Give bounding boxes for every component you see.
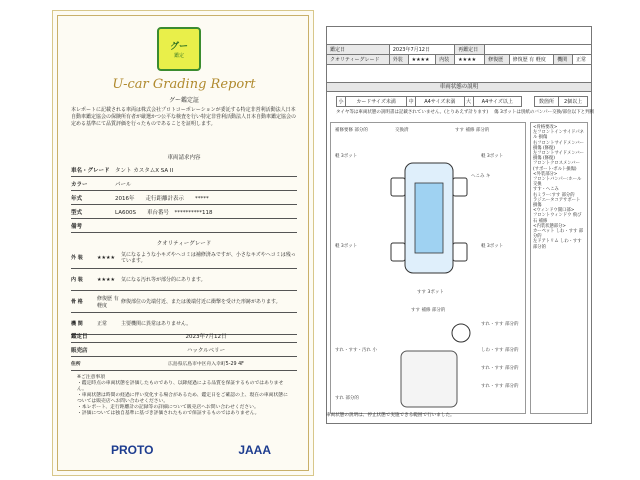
side-note: 左ドアトリム しわ・すす 部分的 xyxy=(533,239,582,250)
wheel-icon xyxy=(453,243,467,261)
date-label: 鑑定日 xyxy=(71,333,88,340)
damage-note: すす 補修 部分的 xyxy=(411,308,446,313)
damage-note: 補修要修 部分的 xyxy=(335,128,368,133)
vehicle-row xyxy=(71,163,297,177)
grade-row xyxy=(71,291,297,313)
cell: 再鑑定日 xyxy=(455,45,485,55)
note-line: ・評価については独自基準に基づき評価されたもので保証するものではありません。 xyxy=(77,411,260,416)
side-note: <ウィンドウ開口部> xyxy=(533,208,575,214)
count-legend xyxy=(534,96,588,107)
note-line: ・車両状態は時間の経過に伴い変化する場合があるため、鑑定日をご確認の上、現在の車両状態については販売店へお問い合わせください。 xyxy=(77,393,288,404)
badge-line1: グー xyxy=(169,42,188,52)
shop-label: 販売店 xyxy=(71,347,88,354)
grading-certificate xyxy=(52,10,314,476)
cell: 修復歴 xyxy=(485,55,509,65)
grade-key: 機 関 xyxy=(71,321,83,327)
vehicle-row xyxy=(71,219,297,233)
damage-note: すれ・すす 部分的 xyxy=(481,384,519,389)
row-key: 車名・グレード xyxy=(71,167,110,174)
wheel-icon xyxy=(453,178,467,196)
grade-key: 骨 格 xyxy=(71,299,83,305)
damage-note: すす 補修 部分的 xyxy=(455,128,490,133)
grade-score: ★★★★ xyxy=(97,254,115,261)
state-head: 車両状態の説明 xyxy=(326,82,592,92)
legend-cell: A4サイズ以上 xyxy=(473,97,521,107)
legend-cell: 中 xyxy=(407,97,416,107)
logos xyxy=(111,443,271,457)
side-note: <外装部分> xyxy=(533,171,558,177)
cell: クオリティーグレード xyxy=(327,55,390,65)
cell: 内装 xyxy=(436,55,455,65)
damage-note: 軽 3ポット xyxy=(335,154,358,159)
badge-line2: 鑑定 xyxy=(173,53,184,59)
car-cabin xyxy=(415,183,443,253)
cell: 2023年7月12日 xyxy=(389,45,454,55)
vehicle-row xyxy=(71,191,297,205)
shop-row xyxy=(71,343,297,357)
damage-note: 軽 3ポット xyxy=(335,244,358,249)
damage-note: 軽 3ポット xyxy=(481,244,504,249)
note-line: ※ご注意事項 xyxy=(77,375,106,380)
info-table xyxy=(326,44,592,65)
row-value: タント カスタムX SA II xyxy=(115,167,174,174)
damage-note: すれ・すす 部分的 xyxy=(481,322,519,327)
wheel-icon xyxy=(391,178,405,196)
date-value: 2023年7月12日 xyxy=(185,333,227,340)
vehicle-damage-diagram xyxy=(330,122,526,414)
side-note: <内装状態部分> xyxy=(533,223,566,229)
cell: 外装 xyxy=(389,55,408,65)
shop-value: ハックルベリー xyxy=(186,347,226,354)
damage-note: へこみ キ xyxy=(471,174,491,179)
date-row xyxy=(71,329,297,343)
side-note: フロントウィンドウ 飛び石 補修 xyxy=(533,213,582,224)
cell: 正常 xyxy=(573,55,592,65)
side-note: <骨格要改> xyxy=(533,125,558,130)
side-note: カーペット しわ・すす 部分的 xyxy=(533,229,584,240)
legend-cell: 数箇所 xyxy=(535,97,559,107)
row-value: LA600S 車台番号 **********118 xyxy=(115,209,213,216)
legend-cell: カードサイズ未満 xyxy=(346,97,407,107)
damage-note: しわ・すす 部分的 xyxy=(481,348,519,353)
grade-key: 外 装 xyxy=(71,255,83,261)
addr-row xyxy=(71,357,297,371)
side-note: フロントバンパー:ホール交換 xyxy=(533,177,582,188)
side-note: 右ミラー:すす 部分的 xyxy=(533,192,575,198)
intro-text: 本レポートに記載される車両は株式会社プロトコーポレーションが委託する特定非営利活動法人日本自動車鑑定協会の保険所有者が厳選かつ公平な検査を行い特定非営利活動法人日本自動車鑑定協会の定める基準にて品質評価を行ったものであることを証明します。 xyxy=(71,107,297,127)
cell: 鑑定日 xyxy=(327,45,390,55)
damage-note: すれ 部分的 xyxy=(335,396,359,401)
side-note: 右フロントサイドメンバー 損傷 (修復) xyxy=(533,140,584,151)
row-key: 年式 xyxy=(71,195,83,202)
grade-desc: 修復部位の先端付近、または後端付近に衝撃を受けた形跡があります。 xyxy=(121,298,281,305)
notes xyxy=(77,375,291,417)
damage-note: すす 3ポット xyxy=(417,290,444,295)
cell xyxy=(485,45,592,55)
row-key: カラー xyxy=(71,181,88,188)
steering-wheel-icon xyxy=(452,324,470,342)
damage-note: すれ・すす 部分的 xyxy=(481,366,519,371)
grade-section-head: クオリティーグレード xyxy=(156,241,212,247)
side-note: ラジエータコアサポート 損傷 xyxy=(533,197,581,209)
jaaa-logo: JAAA xyxy=(238,443,271,457)
side-note: すす・へこみ xyxy=(533,187,559,193)
proto-logo: PROTO xyxy=(111,443,154,457)
vehicle-row xyxy=(71,177,297,191)
legend-cell: 小 xyxy=(337,97,346,107)
row-key: 型式 xyxy=(71,209,83,216)
note-line: ・本レポート、走行距離計の記録等の詳細について販売店へお問い合わせください。 xyxy=(77,405,259,410)
side-note: 左フロントサイドメンバー 損傷 (修復) xyxy=(533,151,584,162)
caption: タイヤ等は車両状態の説明書は記載されていません。(とりあえず計ります) 傷 3ポットは別紙のバンパー交換/部位以下と判断 xyxy=(336,110,595,115)
size-legend xyxy=(336,96,522,107)
goo-appraisal-badge xyxy=(157,27,201,71)
cell: ★★★★ xyxy=(408,55,436,65)
grade-score: 正常 xyxy=(97,321,108,327)
legend-cell: 大 xyxy=(464,97,473,107)
cell: ★★★★ xyxy=(455,55,485,65)
grade-row xyxy=(71,269,297,291)
report-subtitle: グー鑑定証 xyxy=(168,97,199,104)
grade-desc: 気になるような小キズやヘコミは補修済みですが、小さなキズやヘコミは残っています。 xyxy=(121,251,296,264)
damage-note: 軽 3ポット xyxy=(481,154,504,159)
row-value: パール xyxy=(115,181,132,188)
addr-label: 住所 xyxy=(71,362,81,367)
legend-cell: A4サイズ未満 xyxy=(416,97,464,107)
note-line: ・鑑定時点の車両状態を評価したものであり、以降経過による品質を保証するものではありません。 xyxy=(77,381,284,392)
grade-desc: 主要機関に異常はありません。 xyxy=(121,320,192,327)
grade-row xyxy=(71,247,297,269)
grade-desc: 気になる汚れ等が部分的にあります。 xyxy=(121,276,206,283)
footer-note: 車両状態の説明は、停止状態で実施できる範囲で行いました。 xyxy=(326,413,455,418)
side-notes xyxy=(530,122,588,414)
vehicle-row xyxy=(71,205,297,219)
damage-note: 交換済 xyxy=(395,128,409,133)
legend-cell: 2個以上 xyxy=(559,97,588,107)
vehicle-section-head: 車両請求内容 xyxy=(167,155,201,161)
damage-note: すれ・すす・汚れ 小 xyxy=(335,348,377,353)
cell: 修復歴 有 軽度 xyxy=(509,55,554,65)
addr-value: 広島県広島市中区舟入幸町5-29 4F xyxy=(168,362,244,367)
row-value: 2016年 走行距離計表示 ***** xyxy=(115,195,209,202)
report-title: U-car Grading Report xyxy=(112,77,256,92)
cell: 機関 xyxy=(554,55,573,65)
grade-score: ★★★★ xyxy=(97,276,115,283)
row-key: 備考 xyxy=(71,223,83,230)
grade-score: 修復歴 有 軽度 xyxy=(97,295,119,309)
side-note: 左フロントインサイドパネル 損傷 xyxy=(533,130,584,141)
car-outline-svg xyxy=(331,123,527,415)
wheel-icon xyxy=(391,243,405,261)
side-note: フロントクロスメンバー(サポート-ボルト損傷) xyxy=(533,161,580,172)
grade-key: 内 装 xyxy=(71,277,83,283)
car-interior-view xyxy=(401,351,457,407)
